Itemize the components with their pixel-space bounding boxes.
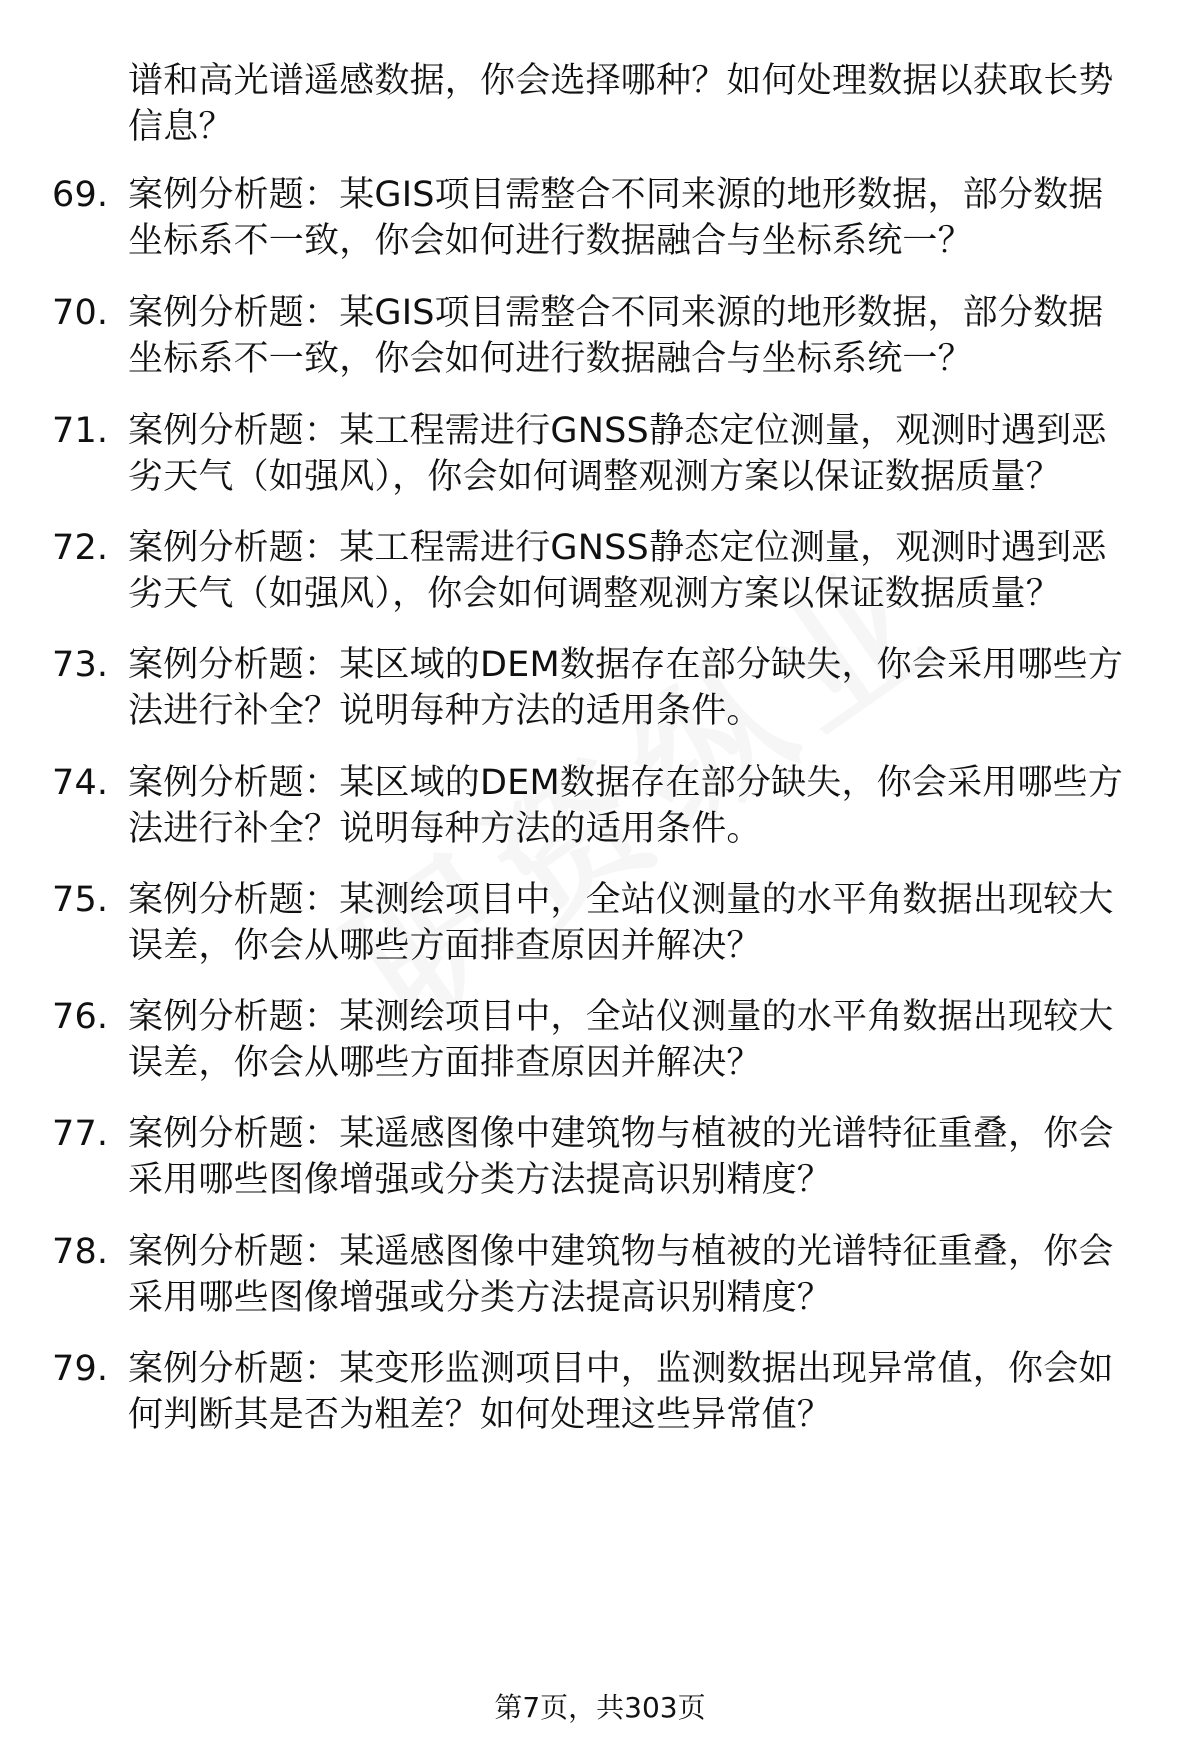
question-number: 71.: [52, 411, 109, 451]
question-text: 案例分析题：某工程需进行GNSS静态定位测量，观测时遇到恶劣天气（如强风），你会如何调整观测方案以保证数据质量？: [128, 411, 1107, 497]
question-number: 77.: [52, 1114, 109, 1154]
question-text: 案例分析题：某测绘项目中，全站仪测量的水平角数据出现较大误差，你会从哪些方面排查原因并解决？: [128, 880, 1114, 966]
question-text: 案例分析题：某变形监测项目中，监测数据出现异常值，你会如何判断其是否为粗差？如何处理这些异常值？: [128, 1349, 1114, 1435]
question-text: 案例分析题：某遥感图像中建筑物与植被的光谱特征重叠，你会采用哪些图像增强或分类方法提高识别精度？: [128, 1232, 1114, 1318]
question-number: 79.: [52, 1349, 109, 1389]
question-text: 案例分析题：某测绘项目中，全站仪测量的水平角数据出现较大误差，你会从哪些方面排查原因并解决？: [128, 997, 1114, 1083]
question-number: 69.: [52, 175, 109, 215]
question-number: 72.: [52, 528, 109, 568]
question-text: 案例分析题：某区域的DEM数据存在部分缺失，你会采用哪些方法进行补全？说明每种方法的适用条件。: [128, 645, 1124, 731]
continuation-text: 谱和高光谱遥感数据，你会选择哪种？如何处理数据以获取长势信息？: [128, 61, 1114, 147]
question-number: 74.: [52, 763, 109, 803]
question-number: 70.: [52, 293, 109, 333]
question-text: 案例分析题：某GIS项目需整合不同来源的地形数据，部分数据坐标系不一致，你会如何进行数据融合与坐标系统一？: [128, 175, 1104, 261]
question-number: 75.: [52, 880, 109, 920]
question-text: 案例分析题：某GIS项目需整合不同来源的地形数据，部分数据坐标系不一致，你会如何进行数据融合与坐标系统一？: [128, 293, 1104, 379]
question-text: 案例分析题：某遥感图像中建筑物与植被的光谱特征重叠，你会采用哪些图像增强或分类方法提高识别精度？: [128, 1114, 1114, 1200]
question-number: 78.: [52, 1232, 109, 1272]
question-number: 76.: [52, 997, 109, 1037]
page-footer: 第7页，共303页: [494, 1691, 706, 1724]
question-number: 73.: [52, 645, 109, 685]
question-text: 案例分析题：某区域的DEM数据存在部分缺失，你会采用哪些方法进行补全？说明每种方法的适用条件。: [128, 763, 1124, 849]
question-text: 案例分析题：某工程需进行GNSS静态定位测量，观测时遇到恶劣天气（如强风），你会如何调整观测方案以保证数据质量？: [128, 528, 1107, 614]
